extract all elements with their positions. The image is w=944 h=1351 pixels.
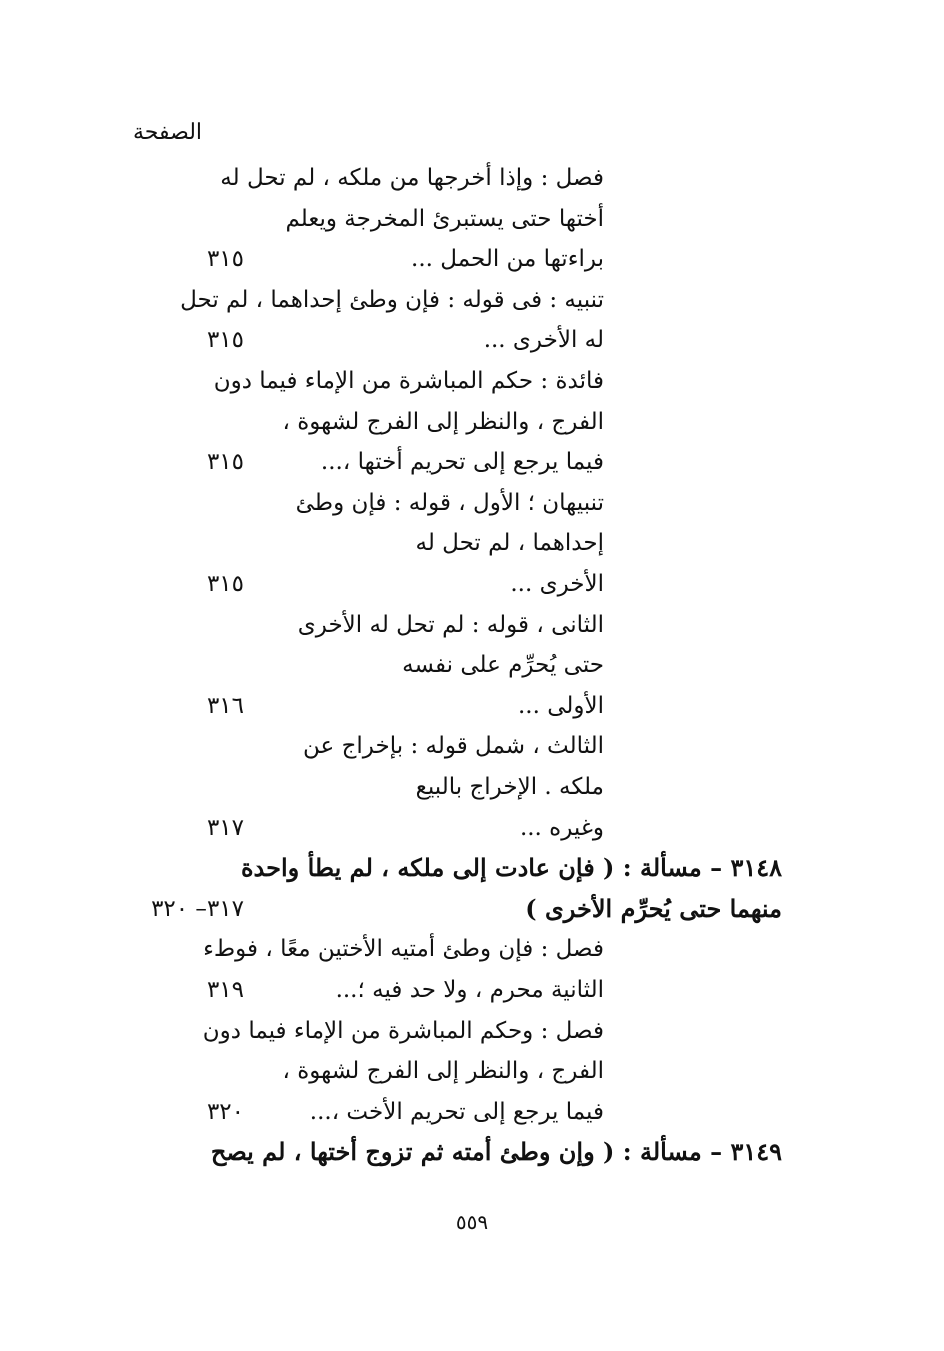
- index-entry: [0, 605, 944, 645]
- page-column-header: الصفحة: [132, 120, 203, 145]
- entry-text: فيما يرجع إلى تحريم أختها ،...: [320, 449, 604, 476]
- page-reference: ٣١٩: [206, 977, 244, 1003]
- entry-text: فصل : وإذا أخرجها من ملكه ، لم تحل له: [220, 165, 604, 191]
- index-entry: [0, 767, 944, 807]
- page-reference: ٣١٥: [206, 327, 244, 354]
- index-entry: [0, 523, 944, 563]
- entry-text: فائدة : حكم المباشرة من الإماء فيما دون: [213, 368, 604, 394]
- entry-text: الفرج ، والنظر إلى الفرج لشهوة ،: [282, 1058, 604, 1085]
- masala-heading: منهما حتى يُحرِّم الأخرى ): [525, 893, 782, 923]
- masala-heading: ٣١٤٨ – مسألة : ( فإن عادت إلى ملكه ، لم يطأ واحدة: [240, 853, 782, 883]
- entry-text: فصل : فإن وطئ أمتيه الأختين معًا ، فوطء: [203, 936, 604, 963]
- entry-text: الأولى ...: [517, 692, 604, 719]
- index-entry: [0, 1092, 944, 1132]
- page-reference: ٣١٧: [206, 814, 244, 841]
- entry-text: الأخرى ...: [510, 571, 604, 597]
- entry-text: تنبيه : فى قوله : فإن وطئ إحداهما ، لم تحل: [180, 286, 604, 313]
- entry-text: وغيره ...: [519, 814, 604, 841]
- page-reference: ٣١٦: [206, 692, 244, 719]
- entry-text: الثالث ، شمل قوله : بإخراج عن: [303, 733, 604, 760]
- index-entry: [0, 158, 944, 198]
- entry-text: الفرج ، والنظر إلى الفرج لشهوة ،: [282, 408, 604, 435]
- page-reference: ٣١٥: [206, 246, 244, 273]
- index-entry: [0, 442, 944, 482]
- index-entry: [0, 686, 944, 726]
- entry-text: الثانى ، قوله : لم تحل له الأخرى: [297, 611, 604, 638]
- entry-text: ملكه . الإخراج بالبيع: [415, 774, 604, 800]
- entry-text: حتى يُحرِّم على نفسه: [402, 652, 604, 679]
- index-entry: [0, 889, 944, 929]
- index-entry: [0, 848, 944, 888]
- entry-text: فصل : وحكم المباشرة من الإماء فيما دون: [202, 1017, 604, 1044]
- index-entry: [0, 929, 944, 969]
- index-entry: [0, 1011, 944, 1051]
- masala-heading: ٣١٤٩ – مسألة : ( وإن وطئ أمته ثم تزوج أختها ، لم يصح: [210, 1137, 782, 1167]
- entry-text: براءتها من الحمل ...: [411, 246, 604, 273]
- entry-text: إحداهما ، لم تحل له: [415, 530, 604, 557]
- page-reference: ٣١٧– ٣٢٠: [151, 895, 244, 922]
- index-entry: [0, 726, 944, 766]
- index-entry: [0, 808, 944, 848]
- index-entry: [0, 402, 944, 442]
- page-reference: ٣١٥: [206, 571, 244, 597]
- index-entry: [0, 483, 944, 523]
- entry-text: الثانية محرم ، ولا حد فيه ؛...: [335, 977, 604, 1003]
- index-entry: [0, 645, 944, 685]
- page-reference: ٣١٥: [206, 449, 244, 476]
- index-entry: [0, 239, 944, 279]
- index-entry: [0, 199, 944, 239]
- entry-text: له الأخرى ...: [483, 327, 604, 354]
- page-number: ٥٥٩: [455, 1210, 489, 1234]
- index-entry: [0, 361, 944, 401]
- index-entry: [0, 320, 944, 360]
- index-entry: [0, 970, 944, 1010]
- index-entry: [0, 1051, 944, 1091]
- page-reference: ٣٢٠: [206, 1098, 244, 1125]
- entry-text: فيما يرجع إلى تحريم الأخت ،...: [309, 1098, 604, 1125]
- entry-text: أختها حتى يستبرئ المخرجة ويعلم: [285, 205, 604, 232]
- index-entry: [0, 564, 944, 604]
- index-entry: [0, 1132, 944, 1172]
- entry-text: تنبيهان ؛ الأول ، قوله : فإن وطئ: [295, 489, 604, 516]
- index-entry: [0, 280, 944, 320]
